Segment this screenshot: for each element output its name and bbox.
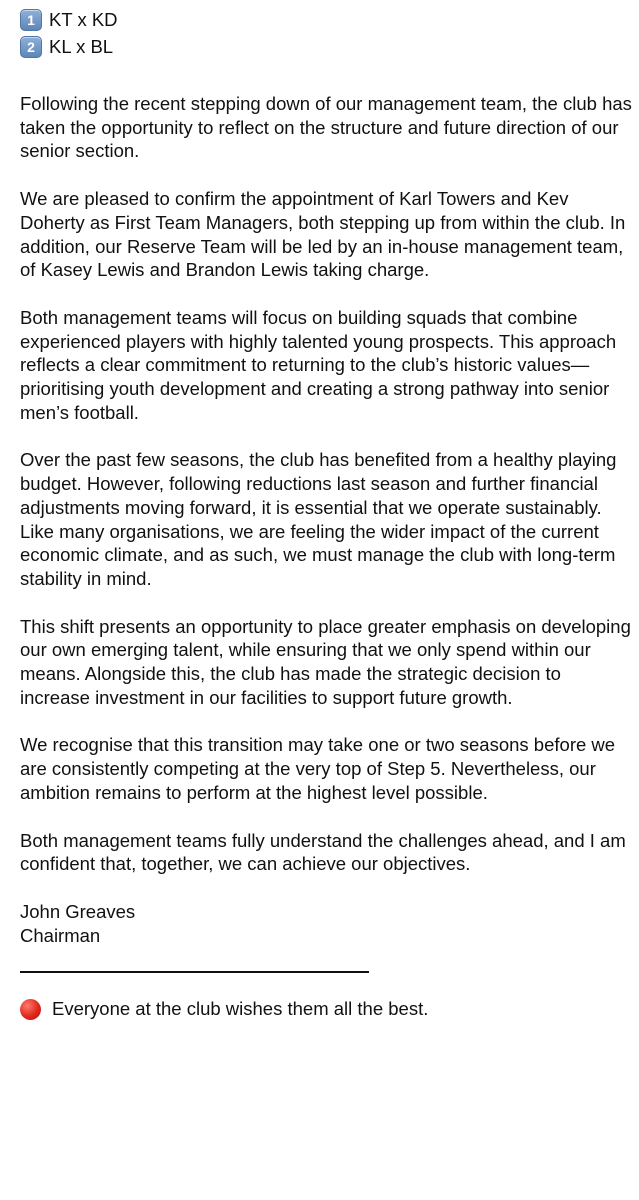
red-circle-icon bbox=[20, 999, 41, 1020]
keycap-number-two-icon: 2 bbox=[20, 36, 42, 58]
team-list-item-text: KT x KD bbox=[49, 9, 118, 30]
divider-line bbox=[20, 971, 369, 973]
paragraph-squad-focus: Both management teams will focus on building squads that combine experienced players with highly talented young prospects. This approach reflects a clear commitment to returning to the club’s historic values—prioritising youth development and creating a strong pathway into senior men’s football. bbox=[20, 306, 617, 423]
paragraph-budget: Over the past few seasons, the club has benefited from a healthy playing budget. However, following reductions last season and further financial adjustments moving forward, it is essential that we operate sustainably. Like many organisations, we are feeling the wider impact of the current economic climate, and as such, we must manage the club with long-term stability in mind. bbox=[20, 449, 617, 589]
paragraph-transition: We recognise that this transition may take one or two seasons before we are consistently competing at the very top of Step 5. Nevertheless, our ambition remains to perform at the highest level possible. bbox=[20, 734, 616, 803]
team-list-item-text: KL x BL bbox=[49, 36, 114, 57]
statement-document bbox=[20, 6, 632, 1021]
signature-name: John Greaves bbox=[20, 900, 136, 922]
keycap-number-one-icon: 1 bbox=[20, 9, 42, 31]
footer-message bbox=[20, 997, 632, 1021]
team-list-item-2 bbox=[20, 33, 632, 60]
team-list-item-1 bbox=[20, 6, 632, 33]
paragraph-intro: Following the recent stepping down of our management team, the club has taken the opportunity to reflect on the structure and future direction of our senior section. bbox=[20, 93, 632, 162]
paragraph-closing: Both management teams fully understand the challenges ahead, and I am confident that, together, we can achieve our objectives. bbox=[20, 829, 626, 875]
paragraph-opportunity: This shift presents an opportunity to place greater emphasis on developing our own emerging talent, while ensuring that we only spend within our means. Alongside this, the club has made the strategic decision to increase investment in our facilities to support future growth. bbox=[20, 615, 631, 708]
footer-text: Everyone at the club wishes them all the best. bbox=[52, 998, 429, 1020]
signature-title: Chairman bbox=[20, 924, 101, 946]
paragraph-appointments: We are pleased to confirm the appointment of Karl Towers and Kev Doherty as First Team Managers, both stepping up from within the club. In addition, our Reserve Team will be led by an in-house management team, of Kasey Lewis and Brandon Lewis taking charge. bbox=[20, 188, 626, 281]
